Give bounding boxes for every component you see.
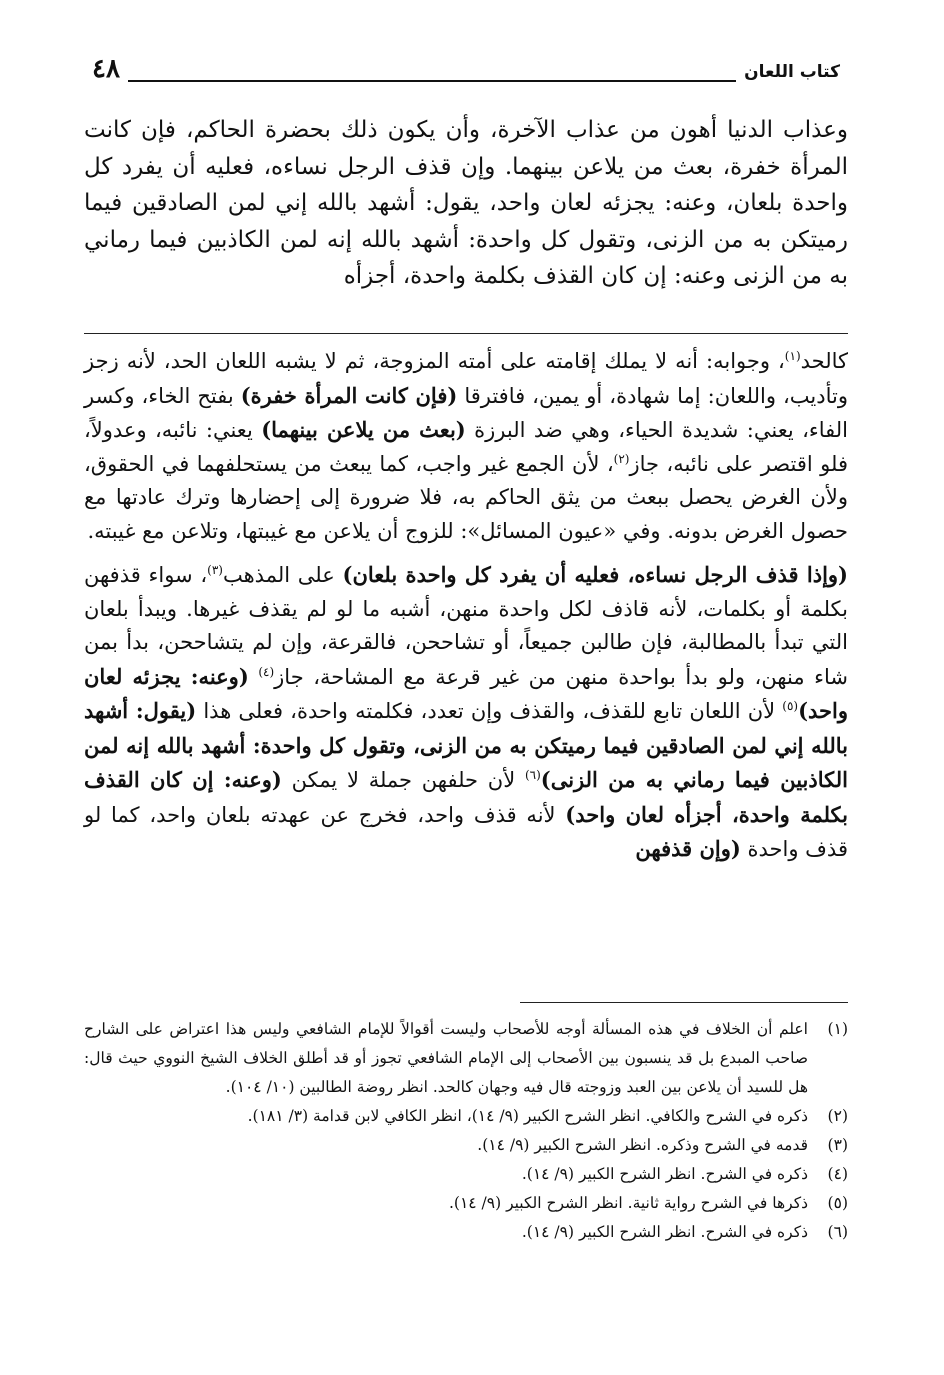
commentary-text-span: ، وجوابه: أنه لا يملك إقامته على أمته المزوجة، ثم لا يشبه اللعان الحد، لأنه زجز وتأديب، واللعان: إما شهادة، أو يمين، فافترقا: [84, 349, 848, 408]
footnote-item: [84, 1015, 848, 1102]
footnote-text: ذكره في الشرح والكافي. انظر الشرح الكبير (٩/ ١٤)، انظر الكافي لابن قدامة (٣/ ١٨١).: [247, 1107, 808, 1125]
footnote-number: (١): [827, 1020, 848, 1038]
matn-divider: [84, 333, 848, 334]
footnote-number: (٤): [827, 1165, 848, 1183]
quoted-matn: (وإذا قذف الرجل نساءه، فعليه أن يفرد كل واحدة بلعان): [342, 562, 848, 587]
footnote-number: (٢): [827, 1107, 848, 1125]
footnote-ref-2[interactable]: (٢): [613, 451, 630, 466]
commentary-text-span: بفتح الخاء، وكسر الفاء، يعني: شديدة الحياء، وهي ضد البرزة: [84, 383, 848, 442]
quoted-matn: (وعنه: إن كان القذف بكلمة واحدة، أجزأه لعان واحد): [84, 767, 848, 827]
quoted-matn: (وعنه: يجزئه لعان واحد): [84, 663, 848, 723]
commentary-text-span: على المذهب: [222, 563, 343, 587]
footnote-text: ذكرها في الشرح رواية ثانية. انظر الشرح الكبير (٩/ ١٤).: [448, 1194, 808, 1212]
commentary-text-span: لأن اللعان تابع للقذف، والقذف وإن تعدد، فكلمته واحدة، فعلى هذا: [196, 699, 783, 723]
footnote-ref-4[interactable]: (٤): [258, 664, 275, 679]
page-number: ٤٨: [84, 56, 128, 88]
commentary-text: [84, 345, 848, 867]
footnote-item: [84, 1160, 848, 1189]
footnote-item: [84, 1218, 848, 1247]
footnote-divider: [520, 1002, 848, 1003]
footnote-text: ذكره في الشرح. انظر الشرح الكبير (٩/ ١٤).: [521, 1165, 808, 1183]
commentary-text-span: يعني: نائبه، وعدولاً، فلو اقتصر على نائبه، جاز: [84, 418, 848, 476]
footnote-text: ذكره في الشرح. انظر الشرح الكبير (٩/ ١٤).: [521, 1223, 808, 1241]
commentary-text-span: ، لأن الجمع غير واجب، كما يبعث من يستحلفهما في الحقوق، ولأن الغرض يحصل ببعث من يثق الحاكم به، فلا ضرورة إلى إحضارها وترك عادتها مع حصول الغرض بدونه. وفي «عيون المسائل»: للزوج أن يلاعن مع غيبتها، وتلاعن مع غيبته.: [84, 451, 848, 543]
commentary-text-span: لأن حلفهن جملة لا يمكن: [281, 768, 525, 792]
footnote-number: (٥): [827, 1194, 848, 1212]
footnote-ref-5[interactable]: (٥): [782, 699, 799, 713]
footnote-number: (٦): [827, 1223, 848, 1241]
footnote-text: اعلم أن الخلاف في هذه المسألة أوجه للأصحاب وليست أقوالاً للإمام الشافعي وليس هذا اعتراض على الشارح صاحب المبدع بل قد ينسبون بين الأصحاب إلى الإمام الشافعي تجوز أو قد أطلق الخلاف الشيخ النووي حيث قال: هل للسيد أن يلاعن بين العبد وزوجته قال فيه وجهان كالحد. انظر روضة الطالبين (١٠/ ١٠٤).: [84, 1020, 808, 1096]
footnote-ref-6[interactable]: (٦): [524, 768, 541, 782]
footnote-ref-1[interactable]: (١): [784, 349, 801, 363]
footnotes: [84, 1015, 848, 1247]
commentary-text-span: [249, 665, 259, 689]
commentary-text-span: كالحد: [800, 349, 848, 373]
book-title: كتاب اللعان: [736, 62, 848, 88]
quoted-matn: (وإن قذفهن: [635, 836, 741, 861]
header-rule: [84, 80, 848, 82]
footnote-ref-3[interactable]: (٣): [207, 563, 223, 577]
commentary-text-span: ، سواء قذفهن بكلمة أو بكلمات، لأنه قاذف لكل واحدة منهن، أشبه ما لو لم يقذف غيرها. ويبدأ بلعان التي تبدأ بالمطالبة، فإن طالبن جميعاً، أو تشاححن، فالقرعة، وإن لم يتشاححن، بدأ بمن شاء منهن، ولو بدأ بواحدة منهن من غير قرعة مع المشاحة، جاز: [84, 563, 848, 689]
commentary-paragraph: [84, 345, 848, 548]
footnote-item: [84, 1131, 848, 1160]
quoted-matn: (يقول: أشهد بالله إني لمن الصادقين فيما رميتكن به من الزنى، وتقول كل واحدة: أشهد بالله إنه لمن الكاذبين فيما رماني به من الزنى): [84, 698, 848, 792]
quoted-matn: (بعث من يلاعن بينهما): [261, 417, 466, 442]
quoted-matn: (فإن كانت المرأة خفرة): [240, 382, 458, 408]
matn-text: [84, 112, 848, 295]
footnote-item: [84, 1189, 848, 1218]
commentary-paragraph: [84, 558, 848, 867]
footnote-number: (٣): [827, 1136, 848, 1154]
matn-paragraph: وعذاب الدنيا أهون من عذاب الآخرة، وأن يكون ذلك بحضرة الحاكم، فإن كانت المرأة خفرة، بعث من يلاعن بينهما. وإن قذف الرجل نساءه، فعليه أن يفرد كل واحدة بلعان، وعنه: يجزئه لعان واحد، يقول: أشهد بالله إني لمن الصادقين فيما رميتكن به من الزنى، وتقول كل واحدة: أشهد بالله إنه لمن الكاذبين فيما رماني به من الزنى وعنه: إن كان القذف بكلمة واحدة، أجزأه: [84, 117, 848, 289]
footnote-item: [84, 1102, 848, 1131]
commentary-text-span: لأنه قذف واحد، فخرج عن عهدته بلعان واحد، كما لو قذف واحدة: [84, 802, 848, 861]
running-header: [84, 52, 848, 88]
footnote-text: قدمه في الشرح وذكره. انظر الشرح الكبير (٩/ ١٤).: [477, 1136, 808, 1154]
